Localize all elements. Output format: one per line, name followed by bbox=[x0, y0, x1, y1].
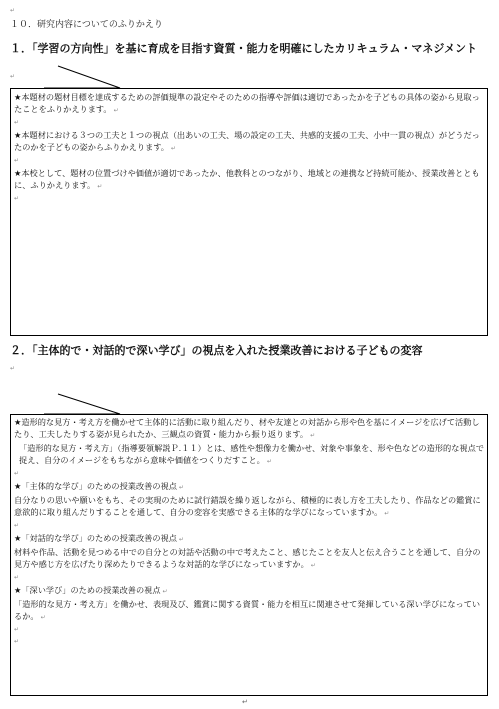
paragraph-mark: ↵ bbox=[10, 73, 16, 80]
blank-line: ↵ bbox=[14, 522, 20, 529]
block-body-1: 自分なりの思いや願いをもち、その実現のために試行錯誤を繰り返しながら、積極的に表し方を工夫したり、作品などの鑑賞に意欲的に取り組んだりすることを通して、自分の変容を実感できる主体的な学びになっていますか。 ↵ bbox=[14, 495, 481, 517]
part1-reflection-box bbox=[10, 88, 488, 336]
block-body-2-text: 材料や作品、活動を見つめる中での自分との対話や活動の中で考えたこと、感じたことを友人と伝え合うことを通して、自分の見方や感じ方を広げたり深めたりできるような対話的な学びになっていますか。 bbox=[14, 547, 481, 569]
part1-item-3-text: ★本校として、題材の位置づけや価値が適切であったか、他教科とのつながり、地域との連携など持続可能か、授業改善とともに、ふりかえります。 bbox=[14, 168, 480, 190]
part1-item-1: ★本題材の題材目標を達成するための評価規準の設定やそのための指導や評価は適切であったかを子どもの具体の姿から見取ったことをふりかえります。 ↵ bbox=[14, 92, 480, 114]
blank-line: ↵ bbox=[14, 626, 20, 633]
block-title-3-text: ★「深い学び」のための授業改善の視点 bbox=[14, 585, 161, 595]
block-body-2: 材料や作品、活動を見つめる中での自分との対話や活動の中で考えたこと、感じたことを友人と伝え合うことを通して、自分の見方や感じ方を広げたり深めたりできるような対話的な学びになっていますか。 ↵ bbox=[14, 547, 481, 569]
block-title-3: ★「深い学び」のための授業改善の視点 ↵ bbox=[14, 585, 168, 595]
blank-line: ↵ bbox=[14, 470, 20, 477]
block-title-1: ★「主体的な学び」のための授業改善の視点 ↵ bbox=[14, 481, 184, 491]
callout-pointer-1 bbox=[44, 66, 120, 88]
part1-item-3: ★本校として、題材の位置づけや価値が適切であったか、他教科とのつながり、地域との連携など持続可能か、授業改善とともに、ふりかえります。 ↵ bbox=[14, 168, 480, 190]
blank-line: ↵ bbox=[14, 638, 20, 645]
paragraph-mark: ↵ bbox=[10, 7, 16, 14]
part2-intro-text: ★造形的な見方・考え方を働かせて主体的に活動に取り組んだり、材や友達との対話から形や色を基にイメージを広げて活動したり、工夫したりする姿が見られたか、三観点の資質・能力から振り返ります。 bbox=[14, 417, 480, 439]
section-title: １０．研究内容についてのふりかえり bbox=[10, 20, 163, 30]
callout-pointer-2 bbox=[44, 394, 120, 414]
part1-heading: １．「学習の方向性」を基に育成を目指す資質・能力を明確にしたカリキュラム・マネジメント bbox=[10, 42, 478, 55]
part2-reflection-box bbox=[10, 414, 488, 696]
block-title-2-text: ★「対話的な学び」のための授業改善の視点 bbox=[14, 533, 177, 543]
block-body-3: 「造形的な見方・考え方」を働かせ、表現及び、鑑賞に関する資質・能力を相互に関連させて発揮している深い学びになっているか。 ↵ bbox=[14, 599, 481, 621]
block-title-1-text: ★「主体的な学び」のための授業改善の視点 bbox=[14, 481, 177, 491]
blank-line: ↵ bbox=[14, 195, 20, 202]
block-title-2: ★「対話的な学び」のための授業改善の視点 ↵ bbox=[14, 533, 184, 543]
part1-item-2-text: ★本題材における３つの工夫と１つの視点（出あいの工夫、場の設定の工夫、共感的支援の工夫、小中一貫の視点）がどうだったのかを子どもの姿からふりかえります。 bbox=[14, 130, 480, 152]
part2-intro: ★造形的な見方・考え方を働かせて主体的に活動に取り組んだり、材や友達との対話から形や色を基にイメージを広げて活動したり、工夫したりする姿が見られたか、三観点の資質・能力から振り返ります。 ↵ bbox=[14, 417, 480, 439]
part2-definition-text: 「造形的な見方・考え方」（指導要領解説Ｐ.１１）とは、感性や想像力を働かせ、対象や事象を、形や色などの造形的な視点で捉え、自分のイメージをもちながら意味や価値をつくりだすこと。 bbox=[19, 443, 484, 465]
blank-line: ↵ bbox=[14, 157, 20, 164]
block-body-3-text: 「造形的な見方・考え方」を働かせ、表現及び、鑑賞に関する資質・能力を相互に関連させて発揮している深い学びになっているか。 bbox=[14, 599, 481, 621]
part1-item-2: ★本題材における３つの工夫と１つの視点（出あいの工夫、場の設定の工夫、共感的支援の工夫、小中一貫の視点）がどうだったのかを子どもの姿からふりかえります。 ↵ bbox=[14, 130, 480, 152]
block-body-1-text: 自分なりの思いや願いをもち、その実現のために試行錯誤を繰り返しながら、積極的に表し方を工夫したり、作品などの鑑賞に意欲的に取り組んだりすることを通して、自分の変容を実感できる主体的な学びになっていますか。 bbox=[14, 495, 481, 517]
part1-item-1-text: ★本題材の題材目標を達成するための評価規準の設定やそのための指導や評価は適切であったかを子どもの具体の姿から見取ったことをふりかえります。 bbox=[14, 92, 480, 114]
paragraph-mark: ↵ bbox=[10, 365, 16, 372]
footer-mark: ↵ bbox=[242, 698, 248, 706]
blank-line: ↵ bbox=[14, 574, 20, 581]
part2-heading: ２．「主体的で・対話的で深い学び」の視点を入れた授業改善における子どもの変容 bbox=[10, 344, 423, 357]
part2-definition: 「造形的な見方・考え方」（指導要領解説Ｐ.１１）とは、感性や想像力を働かせ、対象や事象を、形や色などの造形的な視点で捉え、自分のイメージをもちながら意味や価値をつくりだすこと。 ↵ bbox=[19, 443, 484, 465]
blank-line: ↵ bbox=[14, 119, 20, 126]
